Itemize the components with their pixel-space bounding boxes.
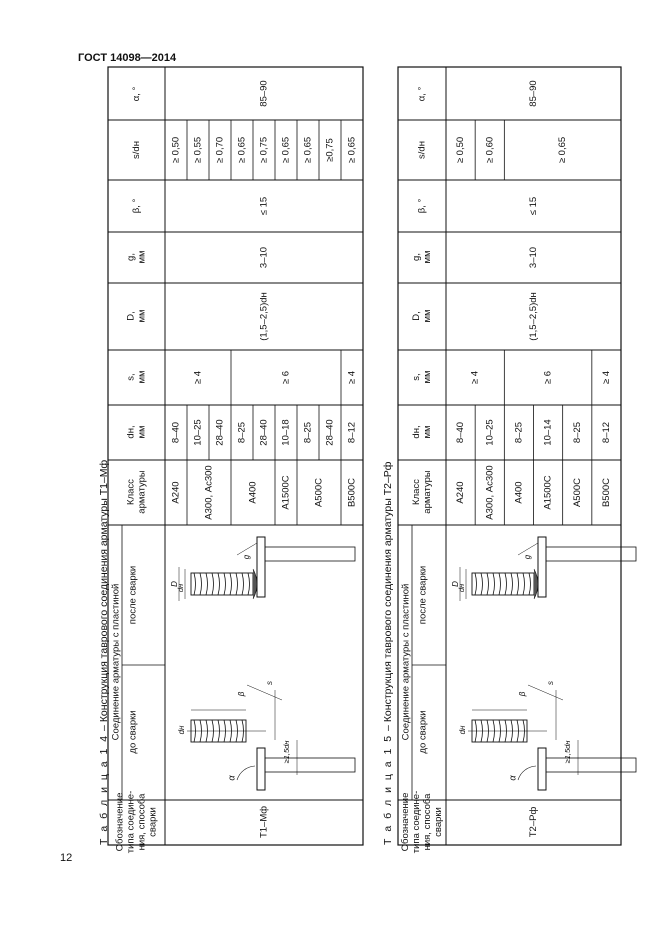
d-value: 28–40 (258, 419, 270, 446)
header-joint: Соединение арматуры с пластиной (110, 583, 122, 741)
class-value: А400 (513, 481, 525, 504)
d-value: 8–12 (346, 421, 358, 444)
header-type: Обозначение (400, 792, 412, 852)
header-alpha: α, ° (131, 86, 143, 102)
rebar-rib (475, 573, 477, 595)
s-value: ≥ 6 (280, 370, 292, 385)
header-sd: s/dн (416, 141, 428, 159)
drawing-after-welding (460, 537, 636, 601)
plate-body (546, 547, 636, 561)
d-value: 28–40 (214, 419, 226, 446)
g-value: 3–10 (258, 246, 270, 269)
rebar (472, 720, 527, 742)
beta-value: ≤ 15 (528, 196, 540, 216)
header-type: ния, способа (421, 793, 433, 851)
header-type: сварки (147, 807, 159, 837)
sd-value: ≥0,75 (324, 138, 336, 162)
class-value: В500С (346, 477, 358, 508)
label-dn: dн (177, 725, 187, 735)
plate (538, 537, 546, 597)
rebar-rib (529, 573, 531, 595)
rebar-rib (481, 720, 483, 742)
rebar-rib (248, 573, 250, 595)
rebar-rib (212, 573, 214, 595)
rebar-rib (499, 720, 501, 742)
D-value: (1,5–2,5)dн (528, 292, 540, 341)
rebar-rib (517, 720, 519, 742)
rebar-rib (218, 573, 220, 595)
label-g: g (242, 554, 252, 560)
rebar (191, 573, 253, 595)
header-g: мм (421, 250, 433, 264)
angle-arc (237, 766, 255, 780)
angle-line (237, 543, 257, 555)
header-s: мм (421, 370, 433, 384)
s-value: ≥ 4 (600, 370, 612, 385)
d-value: 8–25 (302, 421, 314, 444)
header-g: g, (411, 253, 423, 261)
header-type: сварки (432, 807, 444, 837)
d-value: 8–40 (170, 421, 182, 444)
label-beta: β (518, 691, 528, 697)
rebar-rib (511, 720, 513, 742)
s-value: ≥ 4 (469, 370, 481, 385)
standard-header: ГОСТ 14098—2014 (78, 52, 177, 64)
rebar-rib (236, 573, 238, 595)
joint-type: Т2–Рф (528, 806, 540, 838)
rebar-rib (523, 573, 525, 595)
rebar-rib (194, 720, 196, 742)
g-value: 3–10 (528, 246, 540, 269)
sd-value: ≥ 0,75 (258, 136, 270, 164)
label-k: ≥1,5dн (562, 740, 572, 764)
alpha-value: 85–90 (258, 80, 270, 107)
header-before: до сварки (417, 710, 429, 754)
header-D: мм (136, 309, 148, 323)
sd-value: ≥ 0,65 (280, 136, 292, 164)
class-value: А500С (313, 477, 325, 508)
header-type: типа соедине- (411, 790, 423, 854)
header-type: типа соедине- (125, 790, 137, 854)
rebar-rib (242, 720, 244, 742)
rebar-rib (200, 573, 202, 595)
header-class: Класс (411, 479, 423, 505)
d-value: 28–40 (324, 419, 336, 446)
sd-value: ≥ 0,50 (455, 136, 467, 164)
sd-value: ≥ 0,60 (484, 136, 496, 164)
label-D: D (170, 581, 180, 587)
page-number: 12 (60, 852, 73, 864)
header-s: s, (411, 373, 423, 381)
class-value: А500С (571, 477, 583, 508)
table14 (108, 67, 363, 845)
drawing-before-welding (468, 685, 636, 790)
s-value: ≥ 4 (346, 370, 358, 385)
rebar-rib (505, 720, 507, 742)
label-beta: β (237, 691, 247, 697)
header-s: s, (125, 373, 137, 381)
rebar-rib (230, 720, 232, 742)
angle-arc (518, 766, 536, 780)
d-value: 8–40 (455, 421, 467, 444)
class-value: А240 (170, 481, 182, 504)
class-value: А1500С (280, 475, 292, 510)
header-d: мм (421, 425, 433, 439)
rebar-rib (505, 573, 507, 595)
label-alpha: α (226, 775, 237, 781)
rebar-rib (212, 720, 214, 742)
class-value: А300, Ас300 (203, 465, 215, 520)
d-value: 8–25 (571, 421, 583, 444)
d-value: 8–25 (236, 421, 248, 444)
label-dn: dн (458, 725, 468, 735)
table15-caption: Т а б л и ц а 1 5 – Конструкция таврового соединения арматуры Т2–Рф (382, 461, 394, 845)
sd-value: ≥ 0,65 (302, 136, 314, 164)
rebar-rib (236, 720, 238, 742)
rebar-rib (493, 720, 495, 742)
rebar-rib (493, 573, 495, 595)
rebar-rib (218, 720, 220, 742)
header-d: dн, (125, 425, 137, 439)
header-class: Класс (125, 479, 137, 505)
class-value: А240 (455, 481, 467, 504)
header-beta: β, ° (131, 198, 143, 214)
header-class: арматуры (421, 470, 433, 514)
class-value: А400 (247, 481, 259, 504)
drawing-before-welding (187, 685, 355, 790)
header-D: D, (125, 311, 137, 321)
header-beta: β, ° (416, 198, 428, 214)
rebar-rib (499, 573, 501, 595)
rebar (191, 720, 246, 742)
header-alpha: α, ° (416, 86, 428, 102)
header-sd: s/dн (131, 141, 143, 159)
header-after: после сварки (127, 565, 139, 625)
header-before: до сварки (127, 710, 139, 754)
rebar-rib (487, 720, 489, 742)
header-g: g, (125, 253, 137, 261)
label-dn: dн (175, 583, 185, 593)
label-g: g (523, 554, 533, 560)
header-d: dн, (411, 425, 423, 439)
table-border (108, 67, 363, 845)
weld-bead (253, 569, 257, 599)
rebar-rib (481, 573, 483, 595)
rebar-rib (242, 573, 244, 595)
sd-value: ≥ 0,50 (170, 136, 182, 164)
plate (257, 748, 265, 790)
beta-value: ≤ 15 (258, 196, 270, 216)
angle-line (528, 685, 563, 700)
sd-value: ≥ 0,70 (214, 136, 226, 164)
class-value: А1500С (542, 475, 554, 510)
label-k: ≥1,5dн (281, 740, 291, 764)
s-value: ≥ 6 (542, 370, 554, 385)
sd-value: ≥ 0,65 (236, 136, 248, 164)
plate-body (546, 758, 636, 772)
label-D: D (451, 581, 461, 587)
angle-line (247, 685, 282, 700)
alpha-value: 85–90 (528, 80, 540, 107)
rebar-rib (206, 573, 208, 595)
label-s: s (546, 681, 556, 685)
rebar-rib (200, 720, 202, 742)
drawing-after-welding (179, 537, 355, 601)
header-g: мм (136, 250, 148, 264)
header-D: мм (421, 309, 433, 323)
joint-type: Т1–Мф (258, 805, 270, 839)
rebar-rib (475, 720, 477, 742)
rebar-rib (511, 573, 513, 595)
plate (257, 537, 265, 597)
angle-line (518, 543, 538, 555)
header-s: мм (136, 370, 148, 384)
header-type: ния, способа (136, 793, 148, 851)
header-after: после сварки (417, 565, 429, 625)
header-d: мм (136, 425, 148, 439)
rebar-rib (523, 720, 525, 742)
header-joint: Соединение арматуры с пластиной (400, 583, 412, 741)
rebar-rib (224, 573, 226, 595)
d-value: 10–25 (484, 419, 496, 446)
plate-body (265, 547, 355, 561)
label-dn: dн (456, 583, 466, 593)
rebar-rib (224, 720, 226, 742)
class-value: А300, Ас300 (484, 465, 496, 520)
table15 (398, 67, 636, 845)
label-alpha: α (507, 775, 518, 781)
header-type: Обозначение (114, 792, 126, 852)
rebar-rib (206, 720, 208, 742)
d-value: 10–25 (192, 419, 204, 446)
table14-caption: Т а б л и ц а 1 4 – Конструкция таврового соединения арматуры Т1–Мф (98, 459, 110, 845)
header-D: D, (411, 311, 423, 321)
s-value: ≥ 4 (192, 370, 204, 385)
rebar-rib (517, 573, 519, 595)
d-value: 8–25 (513, 421, 525, 444)
sd-value: ≥ 0,65 (557, 136, 569, 164)
rebar-rib (487, 573, 489, 595)
table-border (398, 67, 621, 845)
rebar-rib (194, 573, 196, 595)
header-class: арматуры (136, 470, 148, 514)
D-value: (1,5–2,5)dн (258, 292, 270, 341)
d-value: 10–18 (280, 419, 292, 446)
rebar (472, 573, 534, 595)
d-value: 8–12 (600, 421, 612, 444)
class-value: В500С (600, 477, 612, 508)
label-s: s (265, 681, 275, 685)
plate (538, 748, 546, 790)
plate-body (265, 758, 355, 772)
sd-value: ≥ 0,65 (346, 136, 358, 164)
d-value: 10–14 (542, 419, 554, 446)
rebar-rib (230, 573, 232, 595)
weld-bead (534, 569, 538, 599)
sd-value: ≥ 0,55 (192, 136, 204, 164)
